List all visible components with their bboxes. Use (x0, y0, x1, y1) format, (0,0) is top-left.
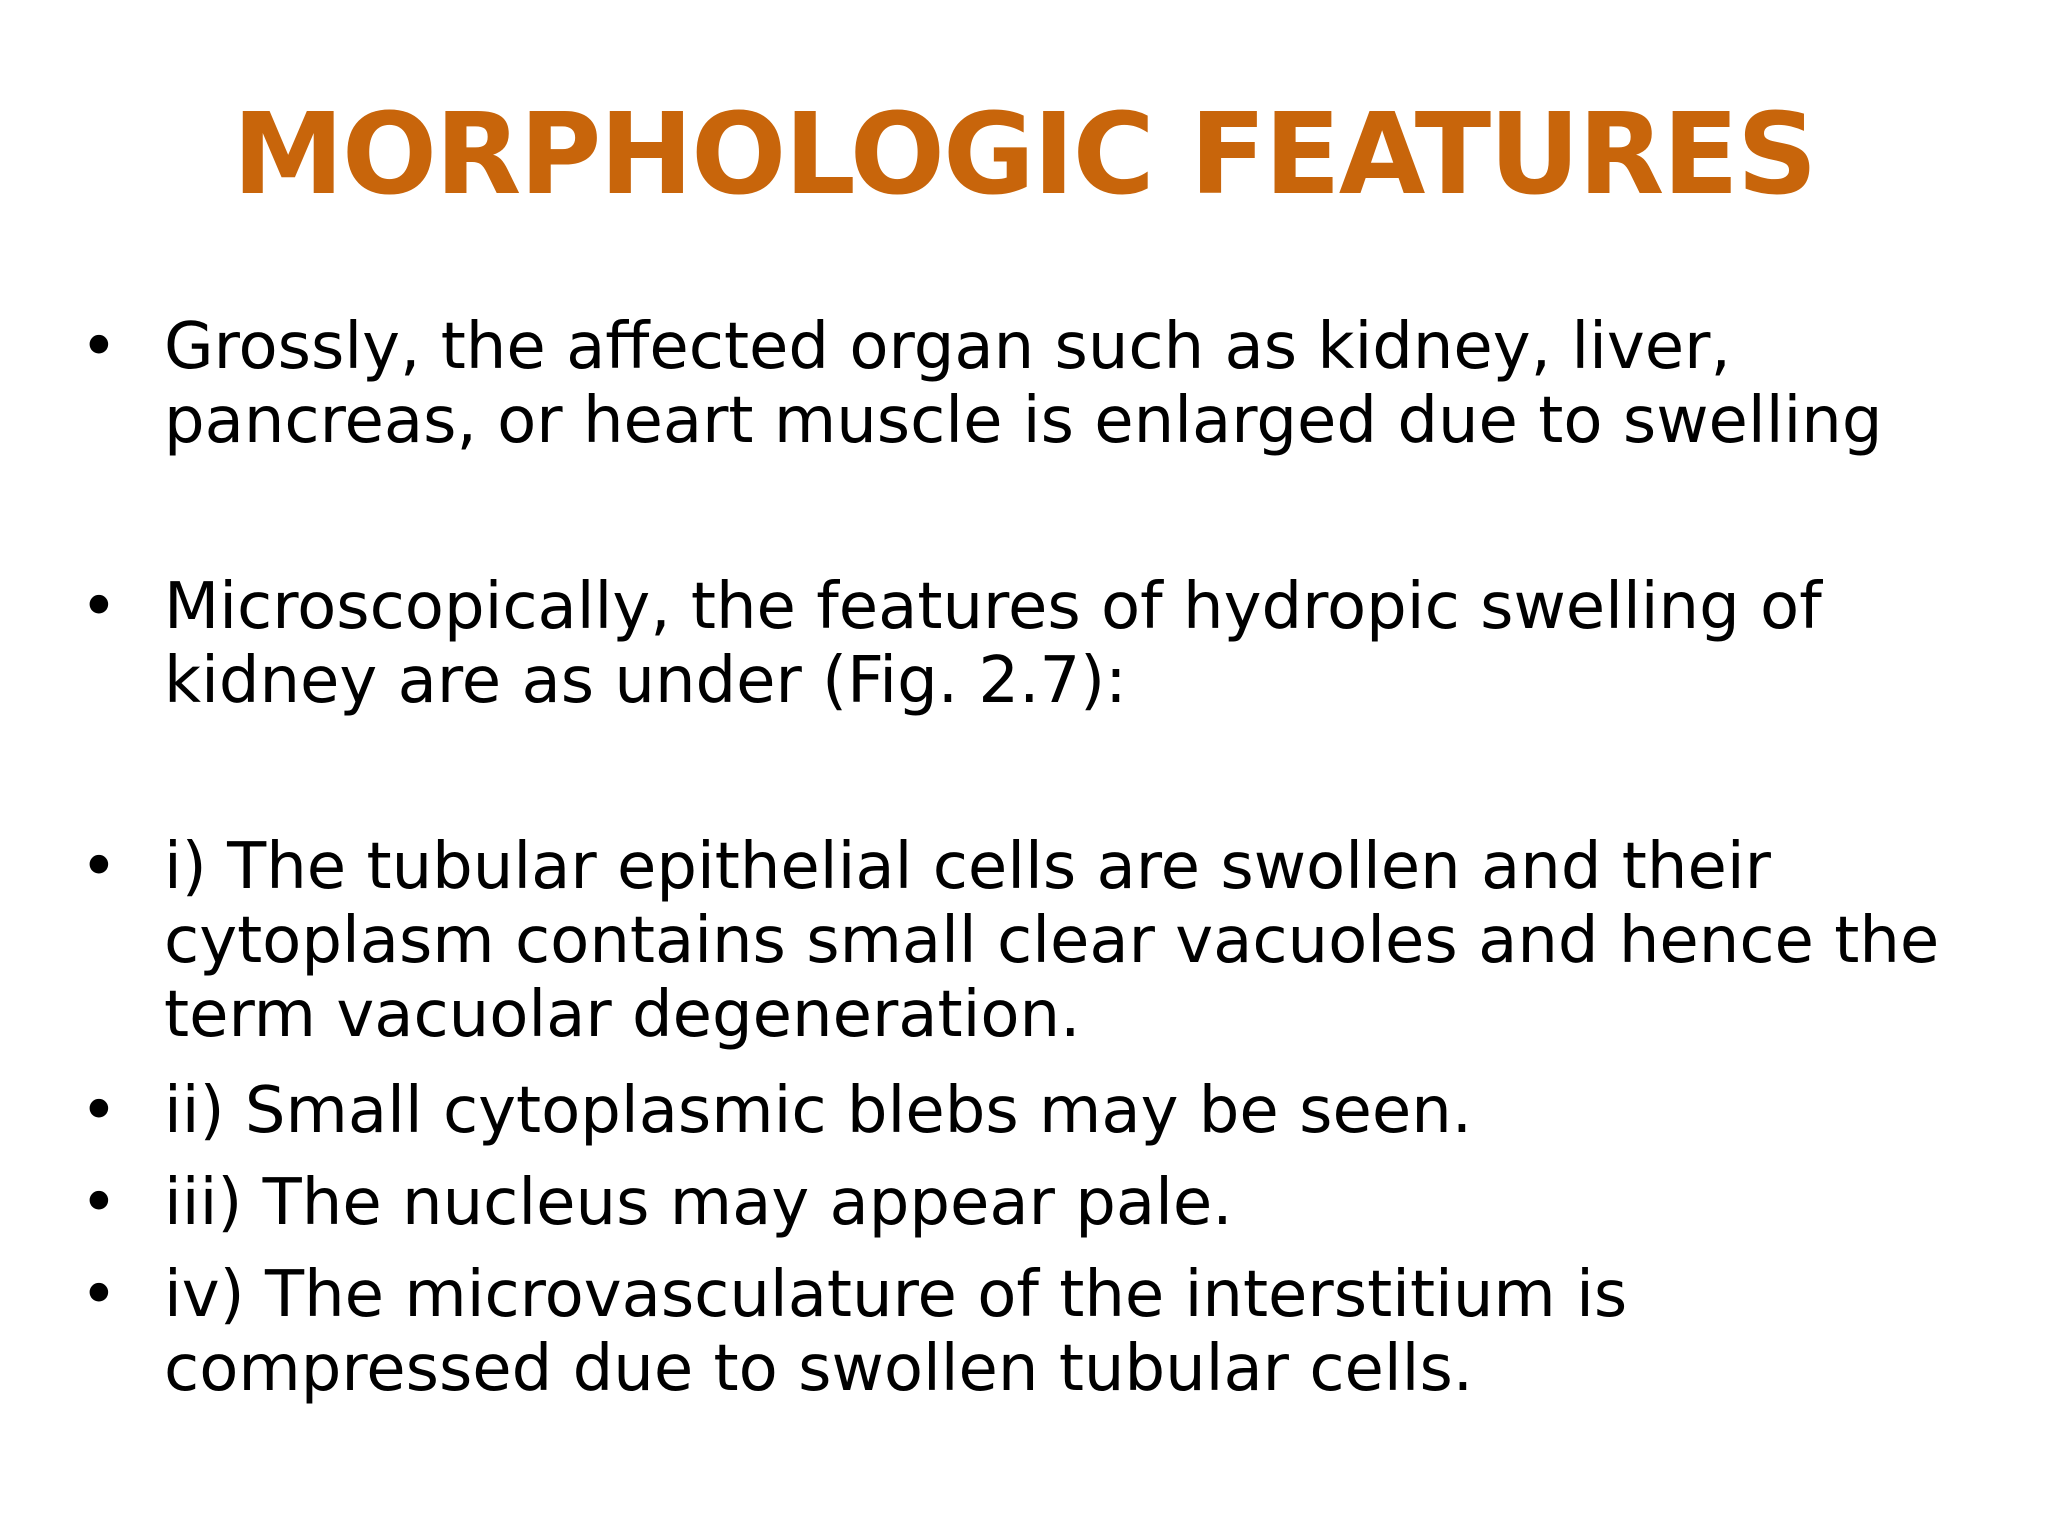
bullet-icon: • (80, 1074, 118, 1148)
slide-title: MORPHOLOGIC FEATURES (232, 90, 1816, 220)
bullet-icon: • (80, 310, 118, 384)
bullet-item (80, 310, 1960, 458)
bullet-icon: • (80, 1258, 118, 1332)
bullet-item (80, 570, 1960, 718)
bullet-text: iv) The microvasculature of the interstitium is compressed due to swollen tubular cells. (164, 1258, 1628, 1406)
bullet-item (80, 830, 1960, 1052)
bullet-text: ii) Small cytoplasmic blebs may be seen. (164, 1074, 1473, 1148)
bullet-icon: • (80, 1166, 118, 1240)
bullet-item (80, 1166, 1960, 1240)
bullet-text: Microscopically, the features of hydropic swelling of kidney are as under (Fig. 2.7): (164, 570, 1822, 718)
bullet-icon: • (80, 830, 118, 904)
bullet-item (80, 1258, 1960, 1406)
bullet-item (80, 1074, 1960, 1148)
bullet-text: iii) The nucleus may appear pale. (164, 1166, 1233, 1240)
bullet-text: Grossly, the affected organ such as kidney, liver, pancreas, or heart muscle is enlarged due to swelling (164, 310, 1883, 458)
bullet-icon: • (80, 570, 118, 644)
bullet-text: i) The tubular epithelial cells are swollen and their cytoplasm contains small clear vacuoles and hence the term vacuolar degeneration. (164, 830, 1940, 1052)
